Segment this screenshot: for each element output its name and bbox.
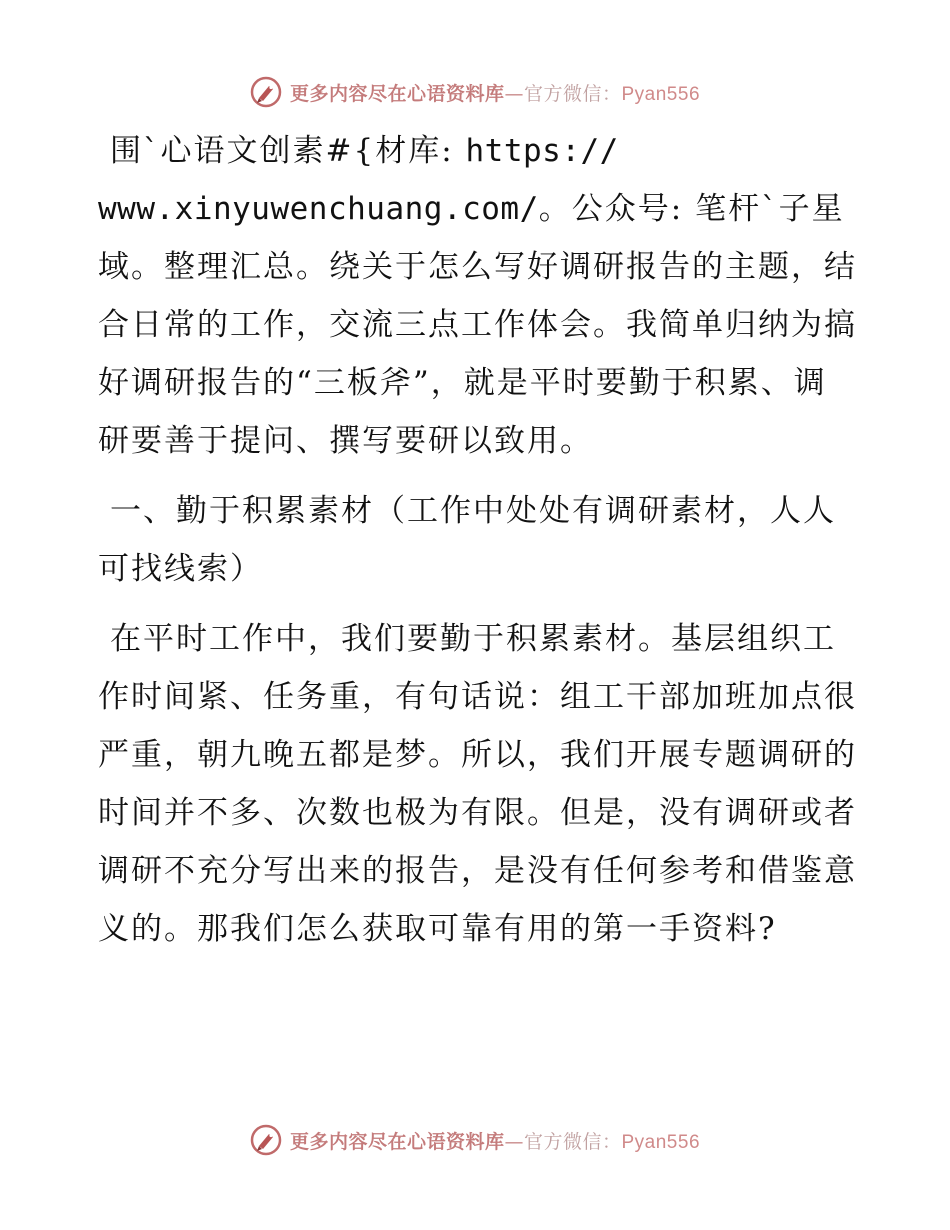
- pen-nib-logo-icon: [250, 76, 282, 108]
- intro-paragraph: [98, 122, 858, 470]
- banner-dash: —: [504, 1130, 524, 1153]
- banner-text: [290, 1127, 700, 1154]
- pen-nib-logo-icon: [250, 1124, 282, 1156]
- banner-dash: —: [504, 82, 524, 105]
- body-paragraph-2: 在平时工作中，我们要勤于积累素材。基层组织工作时间紧、任务重，有句话说：组工干部加班加点很严重，朝九晚五都是梦。所以，我们开展专题调研的时间并不多、次数也极为有限。但是，没有调研或者调研不充分写出来的报告，是没有任何参考和借鉴意义的。那我们怎么获取可靠有用的第一手资料?: [98, 621, 857, 947]
- banner-text: [290, 79, 700, 106]
- intro-text-start: 围`心语文创素#{材库:: [110, 133, 466, 169]
- section-heading-1: 一、勤于积累素材（工作中处处有调研素材，人人可找线索）: [98, 493, 836, 587]
- source-url-part2: www.xinyuwenchuang.com/: [98, 191, 539, 227]
- banner-main: 更多内容尽在心语资料库: [289, 82, 505, 105]
- header-watermark-banner: [0, 72, 950, 112]
- banner-handle: Pyan556: [621, 83, 701, 105]
- source-url-part1: https://: [465, 133, 619, 169]
- banner-wechat-label: 官方微信：: [523, 82, 622, 105]
- document-body: [98, 122, 858, 958]
- spacer: [98, 470, 858, 482]
- intro-text-rest: 。公众号: 笔杆`子星域。整理汇总。绕关于怎么写好调研报告的主题，结合日常的工作，交流三点工作体会。我简单归纳为搞好调研报告的“三板斧”，就是平时要勤于积累、调研要善于提问、撰写要研以致用。: [98, 191, 857, 459]
- banner-main: 更多内容尽在心语资料库: [289, 1130, 505, 1153]
- banner-wechat-label: 官方微信：: [523, 1130, 622, 1153]
- banner-handle: Pyan556: [621, 1131, 701, 1153]
- footer-watermark-banner: [0, 1120, 950, 1160]
- spacer: [98, 598, 858, 610]
